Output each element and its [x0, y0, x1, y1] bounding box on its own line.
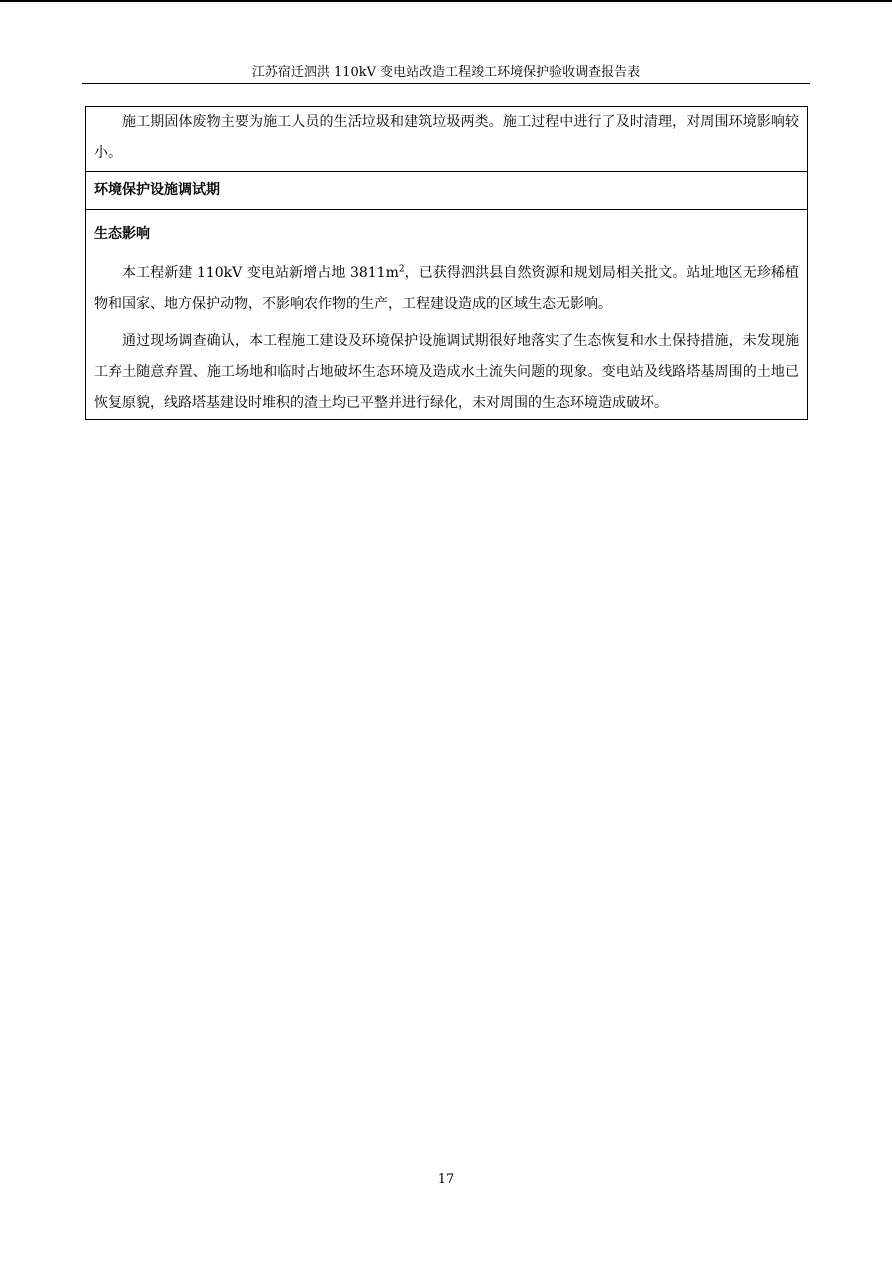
construction-waste-paragraph: 施工期固体废物主要为施工人员的生活垃圾和建筑垃圾两类。施工过程中进行了及时清理，对周围环境影响较小。	[94, 114, 799, 161]
header-rule	[82, 83, 810, 84]
table-row-section-heading	[86, 172, 808, 210]
top-border-line	[0, 0, 892, 2]
document-header: 江苏宿迁泗洪 110kV 变电站改造工程竣工环境保护验收调查报告表	[251, 65, 641, 80]
page-number: 17	[437, 1172, 455, 1187]
subsection-title: 生态影响	[94, 226, 150, 242]
section-title: 环境保护设施调试期	[94, 182, 220, 198]
ecology-paragraph-2: 通过现场调查确认，本工程施工建设及环境保护设施调试期很好地落实了生态恢复和水土保持措施，未发现施工弃土随意弃置、施工场地和临时占地破坏生态环境及造成水土流失问题的现象。变电站及线路塔基周围的土地已恢复原貌，线路塔基建设时堆积的渣土均已平整并进行绿化，未对周围的生态环境造成破坏。	[94, 333, 799, 411]
table-row-waste	[86, 107, 808, 172]
ecology-paragraph-1	[94, 258, 799, 320]
table-row-ecology	[86, 210, 808, 420]
report-table	[85, 106, 808, 420]
ecology-paragraph-1-start: 本工程新建 110kV 变电站新增占地 3811m	[122, 265, 399, 281]
area-unit-superscript: 2	[398, 264, 405, 275]
ecology-cell	[86, 210, 808, 420]
waste-cell	[86, 107, 808, 172]
ecology-paragraph-1-end: ，已获得泗洪县自然资源和规划局相关批文。站址地区无珍稀植物和国家、地方保护动物，不影响农作物的生产，工程建设造成的区域生态无影响。	[94, 265, 799, 312]
section-heading-cell	[86, 172, 808, 210]
